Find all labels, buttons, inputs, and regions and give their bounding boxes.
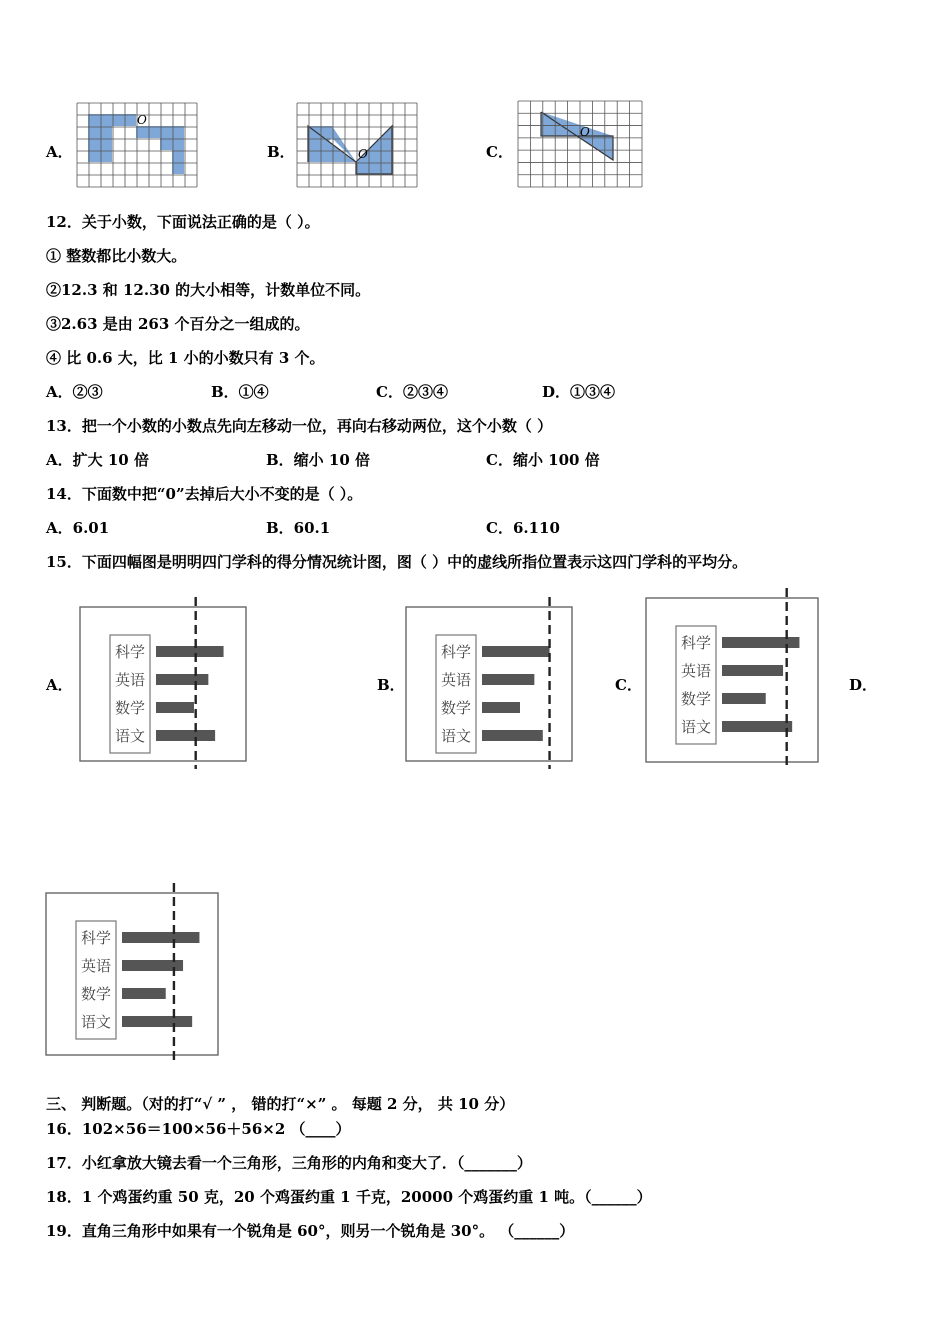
origin-o: O xyxy=(580,125,590,139)
q15-chart-d xyxy=(42,883,224,1063)
bar xyxy=(122,988,166,999)
q14-option-a[interactable]: A．6.01 xyxy=(46,519,110,537)
bar xyxy=(722,665,783,676)
category-label: 科学 xyxy=(80,929,112,947)
q13-option-c[interactable]: C．缩小 100 倍 xyxy=(486,451,600,469)
category-label: 数学 xyxy=(80,985,112,1003)
category-label: 英语 xyxy=(440,671,472,689)
q15-chart-b xyxy=(402,597,578,769)
q13-option-a[interactable]: A．扩大 10 倍 xyxy=(46,451,149,469)
q15-chart-a xyxy=(76,597,252,769)
chart-frame xyxy=(46,893,218,1055)
q11-option-c-label: C． xyxy=(486,143,513,161)
q15-option-d-label[interactable]: D． xyxy=(849,676,878,694)
bar xyxy=(156,646,224,657)
category-label: 语文 xyxy=(440,727,472,745)
q12-statement-1: ① 整数都比小数大。 xyxy=(46,247,187,265)
category-label: 数学 xyxy=(114,699,146,717)
chart-frame xyxy=(646,598,818,762)
category-label: 英语 xyxy=(114,671,146,689)
category-label: 英语 xyxy=(80,957,112,975)
bar xyxy=(482,702,520,713)
q12-statement-4: ④ 比 0.6 大，比 1 小的小数只有 3 个。 xyxy=(46,349,325,367)
q19: 19．直角三角形中如果有一个锐角是 60°，则另一个锐角是 30°。 （______） xyxy=(46,1222,575,1240)
category-label: 语文 xyxy=(114,727,146,745)
bar xyxy=(482,730,543,741)
bar xyxy=(122,932,199,943)
bar xyxy=(722,721,792,732)
category-label: 数学 xyxy=(680,690,712,708)
category-label: 英语 xyxy=(680,662,712,680)
q12-option-d[interactable]: D．①③④ xyxy=(542,383,616,401)
bar xyxy=(156,674,208,685)
bar xyxy=(122,1016,192,1027)
q11-option-a-label: A． xyxy=(46,143,73,161)
bar xyxy=(156,702,194,713)
q12-statement-2: ②12.3 和 12.30 的大小相等，计数单位不同。 xyxy=(46,281,371,299)
q12-stem: 12．关于小数，下面说法正确的是（ ）。 xyxy=(46,213,320,231)
q14-option-c[interactable]: C．6.110 xyxy=(486,519,560,537)
category-label: 科学 xyxy=(440,643,472,661)
q16: 16．102×56＝100×56＋56×2 （____） xyxy=(46,1120,351,1138)
q14-option-b[interactable]: B．60.1 xyxy=(266,519,331,537)
q13-option-b[interactable]: B．缩小 10 倍 xyxy=(266,451,370,469)
q18: 18．1 个鸡蛋约重 50 克，20 个鸡蛋约重 1 千克，20000 个鸡蛋约重 1 吨。（______） xyxy=(46,1188,652,1206)
category-label: 科学 xyxy=(114,643,146,661)
category-label: 语文 xyxy=(680,718,712,736)
q17: 17．小红拿放大镜去看一个三角形，三角形的内角和变大了．（_______） xyxy=(46,1154,532,1172)
q12-option-b[interactable]: B．①④ xyxy=(211,383,269,401)
bar xyxy=(722,693,766,704)
category-label: 语文 xyxy=(80,1013,112,1031)
q12-statement-3: ③2.63 是由 263 个百分之一组成的。 xyxy=(46,315,310,333)
q13-stem: 13．把一个小数的小数点先向左移动一位，再向右移动两位，这个小数（ ） xyxy=(46,417,553,435)
q11-figure-a xyxy=(76,102,198,188)
q12-option-a[interactable]: A．②③ xyxy=(46,383,103,401)
q11-option-b-label: B． xyxy=(267,143,295,161)
q15-stem: 15．下面四幅图是明明四门学科的得分情况统计图，图（ ）中的虚线所指位置表示这四门学科的平均分。 xyxy=(46,553,748,571)
q14-stem: 14．下面数中把“0”去掉后大小不变的是（ ）。 xyxy=(46,485,363,503)
origin-o: O xyxy=(358,147,368,161)
q15-option-c-label[interactable]: C． xyxy=(615,676,642,694)
bar xyxy=(156,730,215,741)
section3-title: 三、 判断题。（对的打“√ ” ， 错的打“×” 。 每题 2 分， 共 10 分） xyxy=(46,1095,515,1113)
q12-option-c[interactable]: C．②③④ xyxy=(376,383,448,401)
category-label: 数学 xyxy=(440,699,472,717)
bar xyxy=(482,674,534,685)
bar xyxy=(482,646,550,657)
q15-chart-c xyxy=(642,588,824,770)
q15-option-a-label[interactable]: A． xyxy=(46,676,73,694)
category-label: 科学 xyxy=(680,634,712,652)
q11-figure-b xyxy=(296,102,418,188)
figure-a-shape xyxy=(88,114,184,174)
origin-o: O xyxy=(137,113,147,127)
q15-option-b-label[interactable]: B． xyxy=(377,676,405,694)
q11-figure-c xyxy=(517,100,643,188)
